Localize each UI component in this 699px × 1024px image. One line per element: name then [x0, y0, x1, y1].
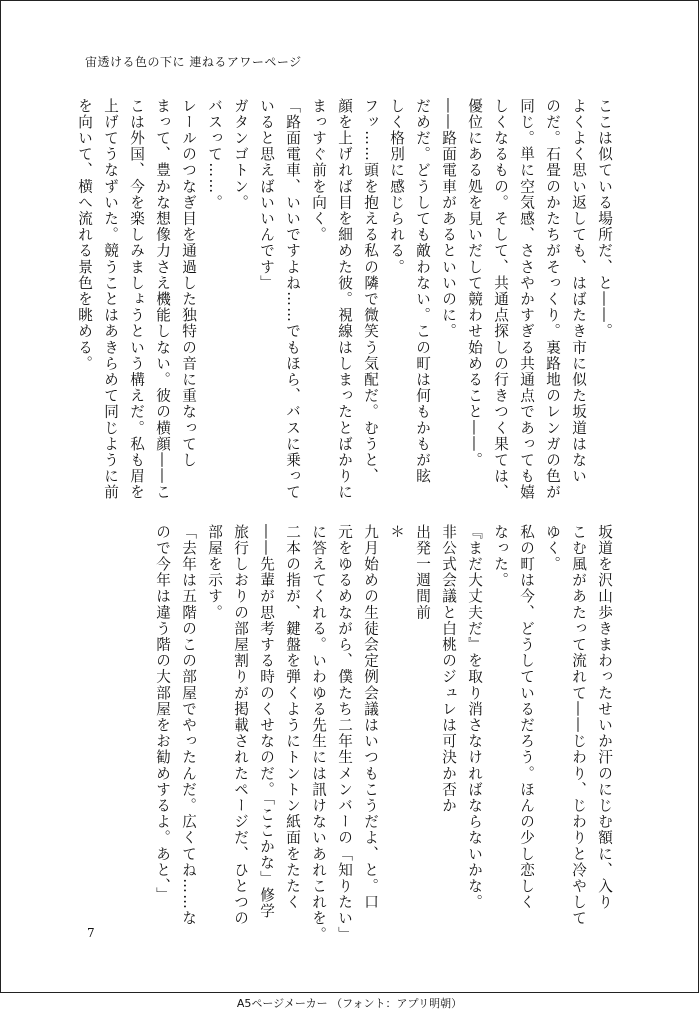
text-line: 「去年は五階のこの部屋でやったんだ。広くてね……な	[180, 524, 197, 927]
text-line: こむ風があたって流れて――じわり、じわりと冷やして	[570, 524, 587, 927]
text-line: まっすぐ前を向く。	[310, 98, 327, 243]
text-line: 私の町は今、どうしているだろう。ほんの少し恋しく	[518, 524, 535, 911]
text-line: 旅行しおりの部屋割りが掲載されたページだ、ひとつの	[232, 524, 249, 927]
text-line: 「路面電車、いいですよね……でもほら、バスに乗って	[284, 98, 301, 501]
text-block-bottom	[85, 524, 617, 943]
text-line: 元をゆるめながら、僕たち二年生メンバーの「知りたい」	[336, 524, 353, 943]
text-line: こは外国、今を楽しみましょうという構えだ。私も眉を	[128, 98, 145, 501]
text-line: なった。	[492, 524, 509, 589]
text-line: 坂道を沢山歩きまわったせいか汗のにじむ額に、入り	[596, 524, 613, 911]
text-line: しく格別に感じられる。	[388, 98, 405, 276]
text-line: に答えてくれる。いわゆる先生には訊けないあれこれを。	[310, 524, 327, 943]
text-line: フッ……頭を抱える私の隣で微笑う気配だ。むうと、	[362, 98, 379, 485]
text-line: ゆく。	[544, 524, 561, 573]
text-line: ――先輩が思考する時のくせなのだ。「ここかな」修学	[258, 524, 275, 920]
text-line: のだ。石畳のかたちがそっくり。裏路地のレンガの色が	[544, 98, 561, 501]
text-line: ので今年は違う階の大部屋をお勧めするよ。あと、」	[154, 524, 171, 904]
section-mark: ＊	[388, 524, 405, 541]
text-line: ――路面電車があるといいのに。	[440, 98, 457, 340]
text-line: だめだ。どうしても敵わない。この町は何もかもが眩	[414, 98, 431, 485]
text-line: まって、豊かな想像力さえ機能しない。彼の横顔――こ	[154, 98, 171, 501]
text-line: ガタンゴトン。	[232, 98, 249, 211]
text-line: 優位にある処を見いだして競わせ始めること――。	[466, 98, 483, 469]
footer-caption: A5ページメーカー （フォント：アプリ明朝）	[236, 997, 463, 1010]
text-line: 部屋を示す。	[206, 524, 223, 621]
text-line: 同じ。単に空気感、ささやかすぎる共通点であっても嬉	[518, 98, 535, 501]
text-line: いると思えばいいんです」	[258, 98, 275, 292]
text-line: 九月始めの生徒会定例会議はいつもこうだよ、と。口	[362, 524, 379, 911]
text-line: レールのつなぎ目を通過した独特の音に重なってし	[180, 98, 197, 469]
text-line: 二本の指が、鍵盤を弾くようにトントン紙面をたたく	[284, 524, 301, 911]
text-line: 『まだ大丈夫だ』を取り消さなければならないかな。	[466, 524, 483, 911]
text-line: ここは似ている場所だ、と――。	[596, 98, 613, 340]
text-line: しくなるもの。そして、共通点探しの行きつく果ては、	[492, 98, 509, 501]
text-line: バスって……。	[206, 98, 223, 211]
text-line: 顔を上げれば目を細めた彼。視線はしまったとばかりに	[336, 98, 353, 501]
section-subtitle: 出発一週間前	[414, 524, 431, 621]
section-title: 非公式会議と白桃のジュレは可決か否か	[440, 524, 457, 814]
text-line: よくよく思い返しても、はばたき市に似た坂道はない	[570, 98, 587, 485]
running-head: 宙透ける色の下に 連ねるアワーページ	[85, 55, 302, 69]
text-line: 上げてうなずいた。競うことはあきらめて同じように前	[102, 98, 119, 501]
page-number: 7	[87, 926, 95, 940]
text-block-top	[76, 98, 617, 501]
text-line: を向いて、横へ流れる景色を眺める。	[76, 98, 93, 372]
